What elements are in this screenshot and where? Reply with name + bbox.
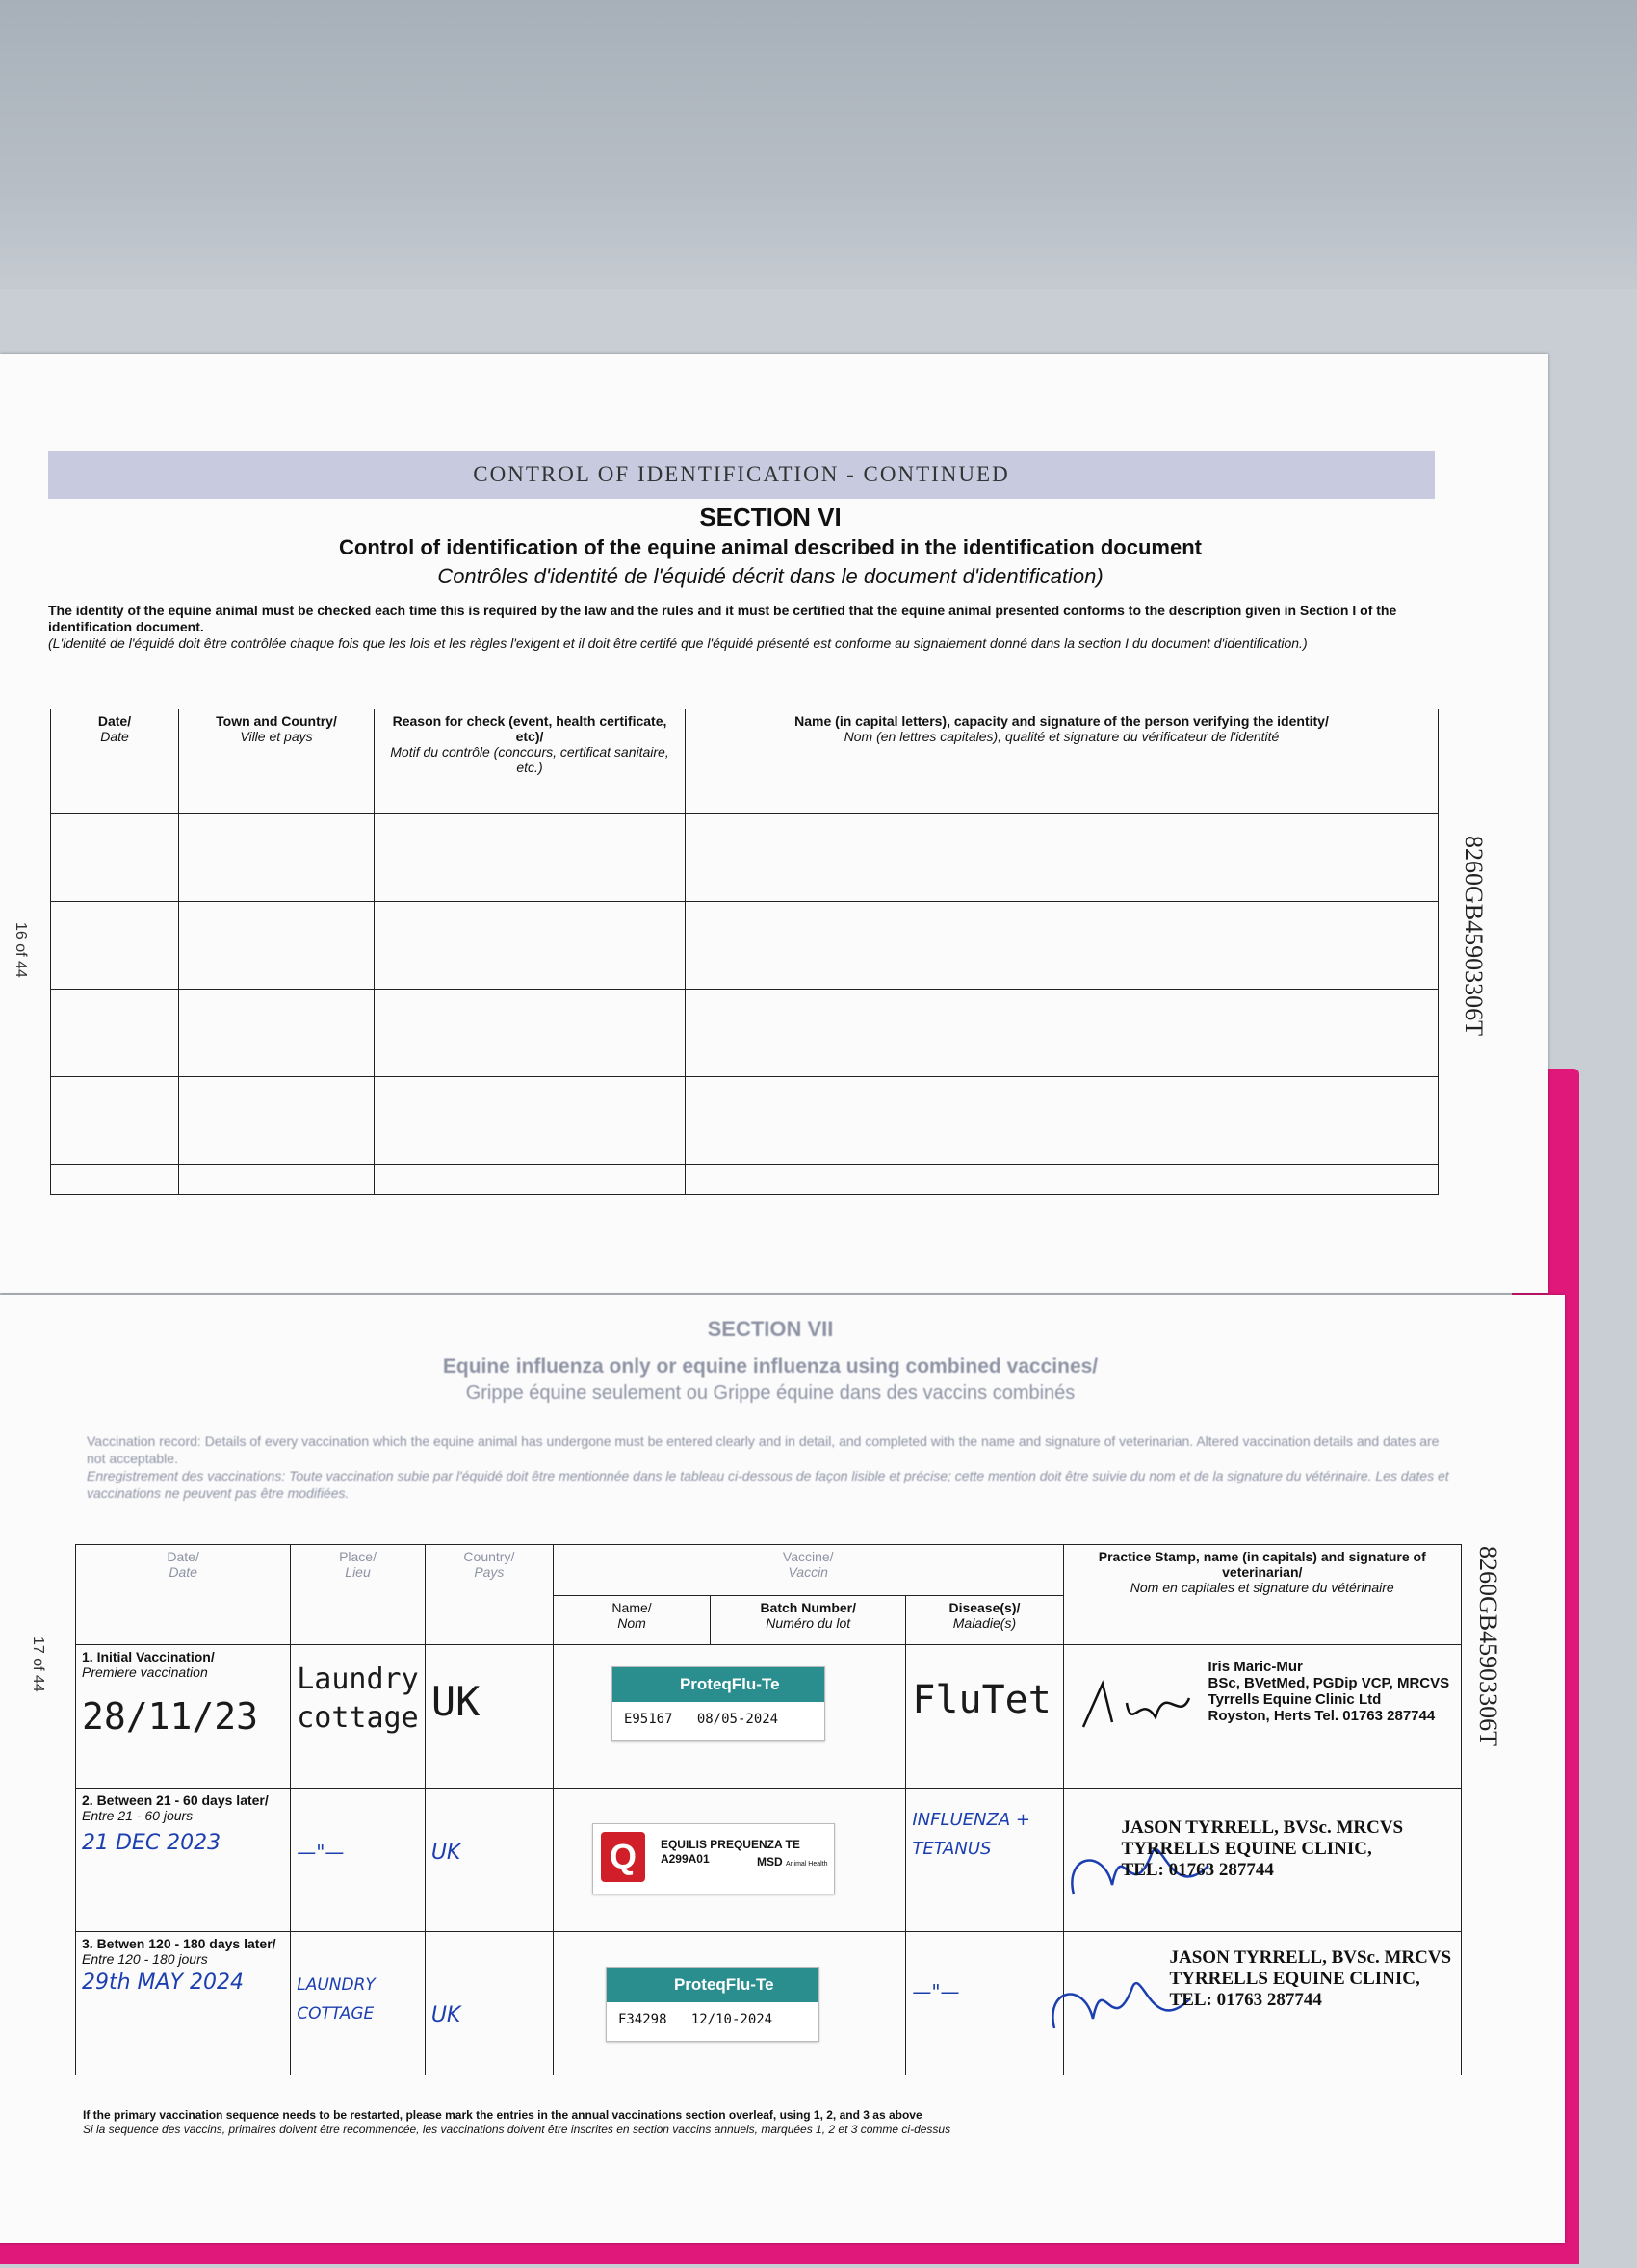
vaccine-label-cell [553, 1789, 905, 1932]
stamp-cell [1063, 1645, 1461, 1789]
vaccination-disease: INFLUENZA + TETANUS [912, 1810, 1030, 1859]
practice-stamp: JASON TYRRELL, BVSc. MRCVS TYRRELLS EQUINE CLINIC, TEL: 01763 287744 [1121, 1817, 1404, 1880]
col-place: Place/ Lieu [291, 1545, 426, 1645]
vaccination-disease: FluTet [912, 1678, 1052, 1722]
table-row [51, 814, 1439, 902]
vaccination-place: LAUNDRY COTTAGE [297, 1975, 376, 2023]
practice-stamp: JASON TYRRELL, BVSc. MRCVS TYRRELLS EQUINE CLINIC, TEL: 01763 287744 [1169, 1947, 1452, 2010]
passport-number-top: 8260GB45903306T [1460, 836, 1488, 1036]
table-row [51, 1165, 1439, 1195]
col-town-country: Town and Country/ Ville et pays [179, 709, 375, 814]
record-text-fr: Enregistrement des vaccinations: Toute vaccination subie par l'équidé doit être mentionnée dans le tableau ci-dessous de façon lisible et précise; cette mention doit être suivie du nom et de la signature du vétérinaire. Les dates et vaccinations ne peuvent pas être modifiées. [87, 1468, 1449, 1501]
table-row [76, 1645, 1462, 1789]
footnote-text-fr: Si la sequence des vaccins, primaires doivent être recommencée, les vaccinations doivent être inscrites en section vaccins annuels, marquées 1, 2 et 3 comme ci-dessus [83, 2123, 951, 2136]
table-row [51, 902, 1439, 990]
vaccine-sticker [592, 1823, 835, 1894]
country-cell [425, 1645, 553, 1789]
vaccine-label-cell [553, 1932, 905, 2075]
col-verifier: Name (in capital letters), capacity and signature of the person verifying the identity/ Nom (en lettres capitales), qualité et signature du vérificateur de l'identité [686, 709, 1439, 814]
table-row [76, 1932, 1462, 2075]
country-cell [425, 1932, 553, 2075]
place-cell [291, 1789, 426, 1932]
section-vii-title: SECTION VII [707, 1317, 834, 1341]
passport-cover-bottom [0, 2243, 1579, 2264]
vaccine-brand: ProteqFlu-Te [607, 1968, 818, 2002]
page-number-bottom: 17 of 44 [30, 1637, 46, 1692]
signature [1074, 1664, 1199, 1741]
disease-cell [906, 1789, 1063, 1932]
table-header [51, 709, 1439, 814]
disease-cell [906, 1932, 1063, 2075]
col-date: Date/ Date [76, 1545, 291, 1645]
table-row [76, 1789, 1462, 1932]
sticker-text: EQUILIS PREQUENZA TE A299A01 MSD Animal Health [660, 1838, 828, 1869]
vaccine-brand: ProteqFlu-Te [612, 1667, 824, 1702]
col-country: Country/ Pays [425, 1545, 553, 1645]
vaccination-country: UK [430, 1678, 481, 1725]
col-batch: Batch Number/ Numéro du lot [711, 1596, 906, 1645]
vaccination-table [75, 1544, 1462, 2075]
table-row [51, 1077, 1439, 1165]
section-vii-subtitle: Equine influenza only or equine influenza using combined vaccines/ [442, 1355, 1099, 1378]
col-date: Date/ Date [51, 709, 179, 814]
place-cell [291, 1932, 426, 2075]
vaccination-place: Laundry cottage [297, 1662, 419, 1735]
col-vaccine-name: Name/ Nom [553, 1596, 710, 1645]
section-banner: CONTROL OF IDENTIFICATION - CONTINUED [48, 451, 1435, 499]
section-vii-subtitle-fr: Grippe équine seulement ou Grippe équine dans des vaccins combinés [465, 1382, 1076, 1404]
row-date-cell: 1. Initial Vaccination/ Premiere vaccination 28/11/23 [76, 1645, 291, 1789]
vaccination-date: 21 DEC 2023 [82, 1831, 221, 1855]
section-vi-subtitle: Control of identification of the equine animal described in the identification document [339, 535, 1202, 559]
vaccination-date: 28/11/23 [82, 1695, 259, 1738]
record-text: Vaccination record: Details of every vaccination which the equine animal has undergone must be entered clearly and in detail, and completed with the name and signature of veterinarian. Altered vaccination details and dates are not acceptable. [87, 1433, 1440, 1466]
q-logo-icon: Q [601, 1832, 645, 1882]
vaccine-lot-exp: E95167 08/05-2024 [623, 1712, 779, 1727]
vaccination-country: UK [430, 2003, 461, 2027]
disease-cell [906, 1645, 1063, 1789]
vaccination-record-text [87, 1432, 1454, 1502]
col-disease: Disease(s)/ Maladie(s) [906, 1596, 1063, 1645]
passport-number-bottom: 8260GB45903306T [1474, 1546, 1502, 1746]
intro-text: The identity of the equine animal must be checked each time this is required by the law and the rules and it must be certified that the equine animal presented conforms to the description given in Section I of the identification document. [48, 603, 1397, 634]
vaccination-country: UK [430, 1841, 461, 1865]
vaccination-disease: —"— [912, 1980, 960, 2003]
section-vi-subtitle-fr: Contrôles d'identité de l'équidé décrit dans le document d'identification) [437, 564, 1104, 588]
place-cell [291, 1645, 426, 1789]
section-vi-intro [48, 603, 1416, 652]
row-date-cell: 2. Between 21 - 60 days later/ Entre 21 - 60 jours 21 DEC 2023 [76, 1789, 291, 1932]
intro-text-fr: (L'identité de l'équidé doit être contrôlée chaque fois que les lois et les règles l'exigent et il doit être certifé que l'équidé présenté est conforme au signalement donné dans la section I du document d'identification.) [48, 635, 1308, 651]
vaccination-date: 29th MAY 2024 [82, 1971, 245, 1995]
vaccine-label-cell [553, 1645, 905, 1789]
table-row [51, 990, 1439, 1077]
footnote-text: If the primary vaccination sequence needs to be restarted, please mark the entries in the annual vaccinations section overleaf, using 1, 2, and 3 as above [83, 2108, 922, 2122]
vaccine-sticker [611, 1666, 825, 1741]
vaccine-sticker [606, 1967, 819, 2042]
identity-check-table [50, 709, 1439, 1195]
background-top [0, 0, 1637, 318]
footnote [83, 2108, 1479, 2137]
practice-stamp: Iris Maric-Mur BSc, BVetMed, PGDip VCP, MRCVS Tyrrells Equine Clinic Ltd Royston, Herts Tel. 01763 287744 [1208, 1659, 1450, 1724]
col-vaccine: Vaccine/ Vaccin [553, 1545, 1063, 1596]
section-vi-title: SECTION VI [699, 503, 842, 531]
row-date-cell: 3. Betwen 120 - 180 days later/ Entre 120 - 180 jours 29th MAY 2024 [76, 1932, 291, 2075]
stamp-cell [1063, 1932, 1461, 2075]
table-header [76, 1545, 1462, 1596]
vaccination-place: —"— [297, 1841, 345, 1864]
stamp-cell [1063, 1789, 1461, 1932]
col-reason: Reason for check (event, health certificate, etc)/ Motif du contrôle (concours, certificat sanitaire, etc.) [375, 709, 686, 814]
col-stamp: Practice Stamp, name (in capitals) and signature of veterinarian/ Nom en capitales et signature du vétérinaire [1063, 1545, 1461, 1645]
vaccine-lot-exp: F34298 12/10-2024 [617, 2012, 773, 2027]
page-number-top: 16 of 44 [13, 922, 29, 978]
country-cell [425, 1789, 553, 1932]
